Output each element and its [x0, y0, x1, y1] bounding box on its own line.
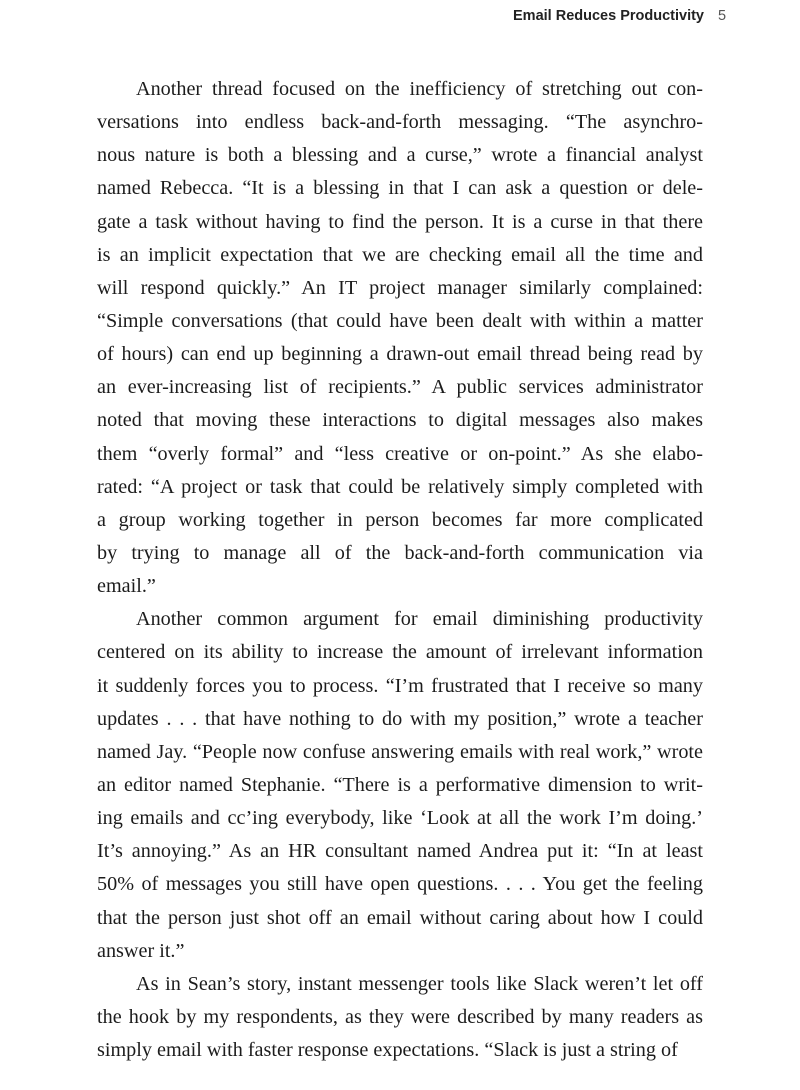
- text-line: Another thread focused on the inefficiency of stretching out con-: [136, 78, 703, 100]
- text-line: an ever-increasing list of recipients.” A public services administrator: [97, 376, 703, 399]
- body-text: [97, 73, 703, 1067]
- text-line: Another common argument for email diminishing productivity: [136, 608, 703, 631]
- text-line: named Jay. “People now confuse answering emails with real work,” wrote: [97, 740, 703, 763]
- paragraph: [97, 73, 703, 603]
- text-line: by trying to manage all of the back-and-forth communication via: [97, 541, 703, 564]
- text-line: a group working together in person becomes far more complicated: [97, 508, 703, 531]
- text-line: updates . . . that have nothing to do with my position,” wrote a teacher: [97, 707, 703, 730]
- text-line: is an implicit expectation that we are checking email all the time and: [97, 243, 703, 266]
- text-line: of hours) can end up beginning a drawn-out email thread being read by: [97, 343, 703, 366]
- text-line: named Rebecca. “It is a blessing in that I can ask a question or dele-: [97, 177, 703, 200]
- text-line: It’s annoying.” As an HR consultant named Andrea put it: “In at least: [97, 840, 703, 863]
- text-line: them “overly formal” and “less creative or on-point.” As she elabo-: [97, 442, 703, 465]
- text-line: an editor named Stephanie. “There is a performative dimension to writ-: [97, 773, 703, 796]
- text-line: “Simple conversations (that could have been dealt with within a matter: [97, 309, 703, 332]
- text-line: rated: “A project or task that could be relatively simply completed with: [97, 475, 703, 498]
- text-line: nous nature is both a blessing and a curse,” wrote a financial analyst: [97, 144, 703, 167]
- text-line: it suddenly forces you to process. “I’m frustrated that I receive so many: [97, 674, 703, 697]
- text-line: will respond quickly.” An IT project manager similarly complained:: [97, 276, 703, 299]
- paragraph: [97, 968, 703, 1067]
- text-line: noted that moving these interactions to digital messages also makes: [97, 409, 703, 432]
- paragraph: [97, 603, 703, 968]
- text-line: answer it.”: [97, 939, 185, 962]
- text-line: 50% of messages you still have open questions. . . . You get the feeling: [97, 873, 703, 896]
- text-line: As in Sean’s story, instant messenger tools like Slack weren’t let off: [136, 972, 703, 995]
- text-line: simply email with faster response expectations. “Slack is just a string of: [97, 1039, 678, 1062]
- text-line: email.”: [97, 575, 156, 598]
- text-line: centered on its ability to increase the amount of irrelevant information: [97, 641, 703, 664]
- text-line: that the person just shot off an email without caring about how I could: [97, 906, 703, 929]
- page-number: 5: [718, 8, 727, 24]
- chapter-title: Email Reduces Productivity: [513, 8, 704, 24]
- running-head: [513, 8, 727, 24]
- text-line: gate a task without having to find the person. It is a curse in that there: [97, 210, 703, 233]
- text-line: ing emails and cc’ing everybody, like ‘Look at all the work I’m doing.’: [97, 807, 703, 830]
- text-line: the hook by my respondents, as they were described by many readers as: [97, 1005, 703, 1028]
- text-line: versations into endless back-and-forth messaging. “The asynchro-: [97, 111, 703, 134]
